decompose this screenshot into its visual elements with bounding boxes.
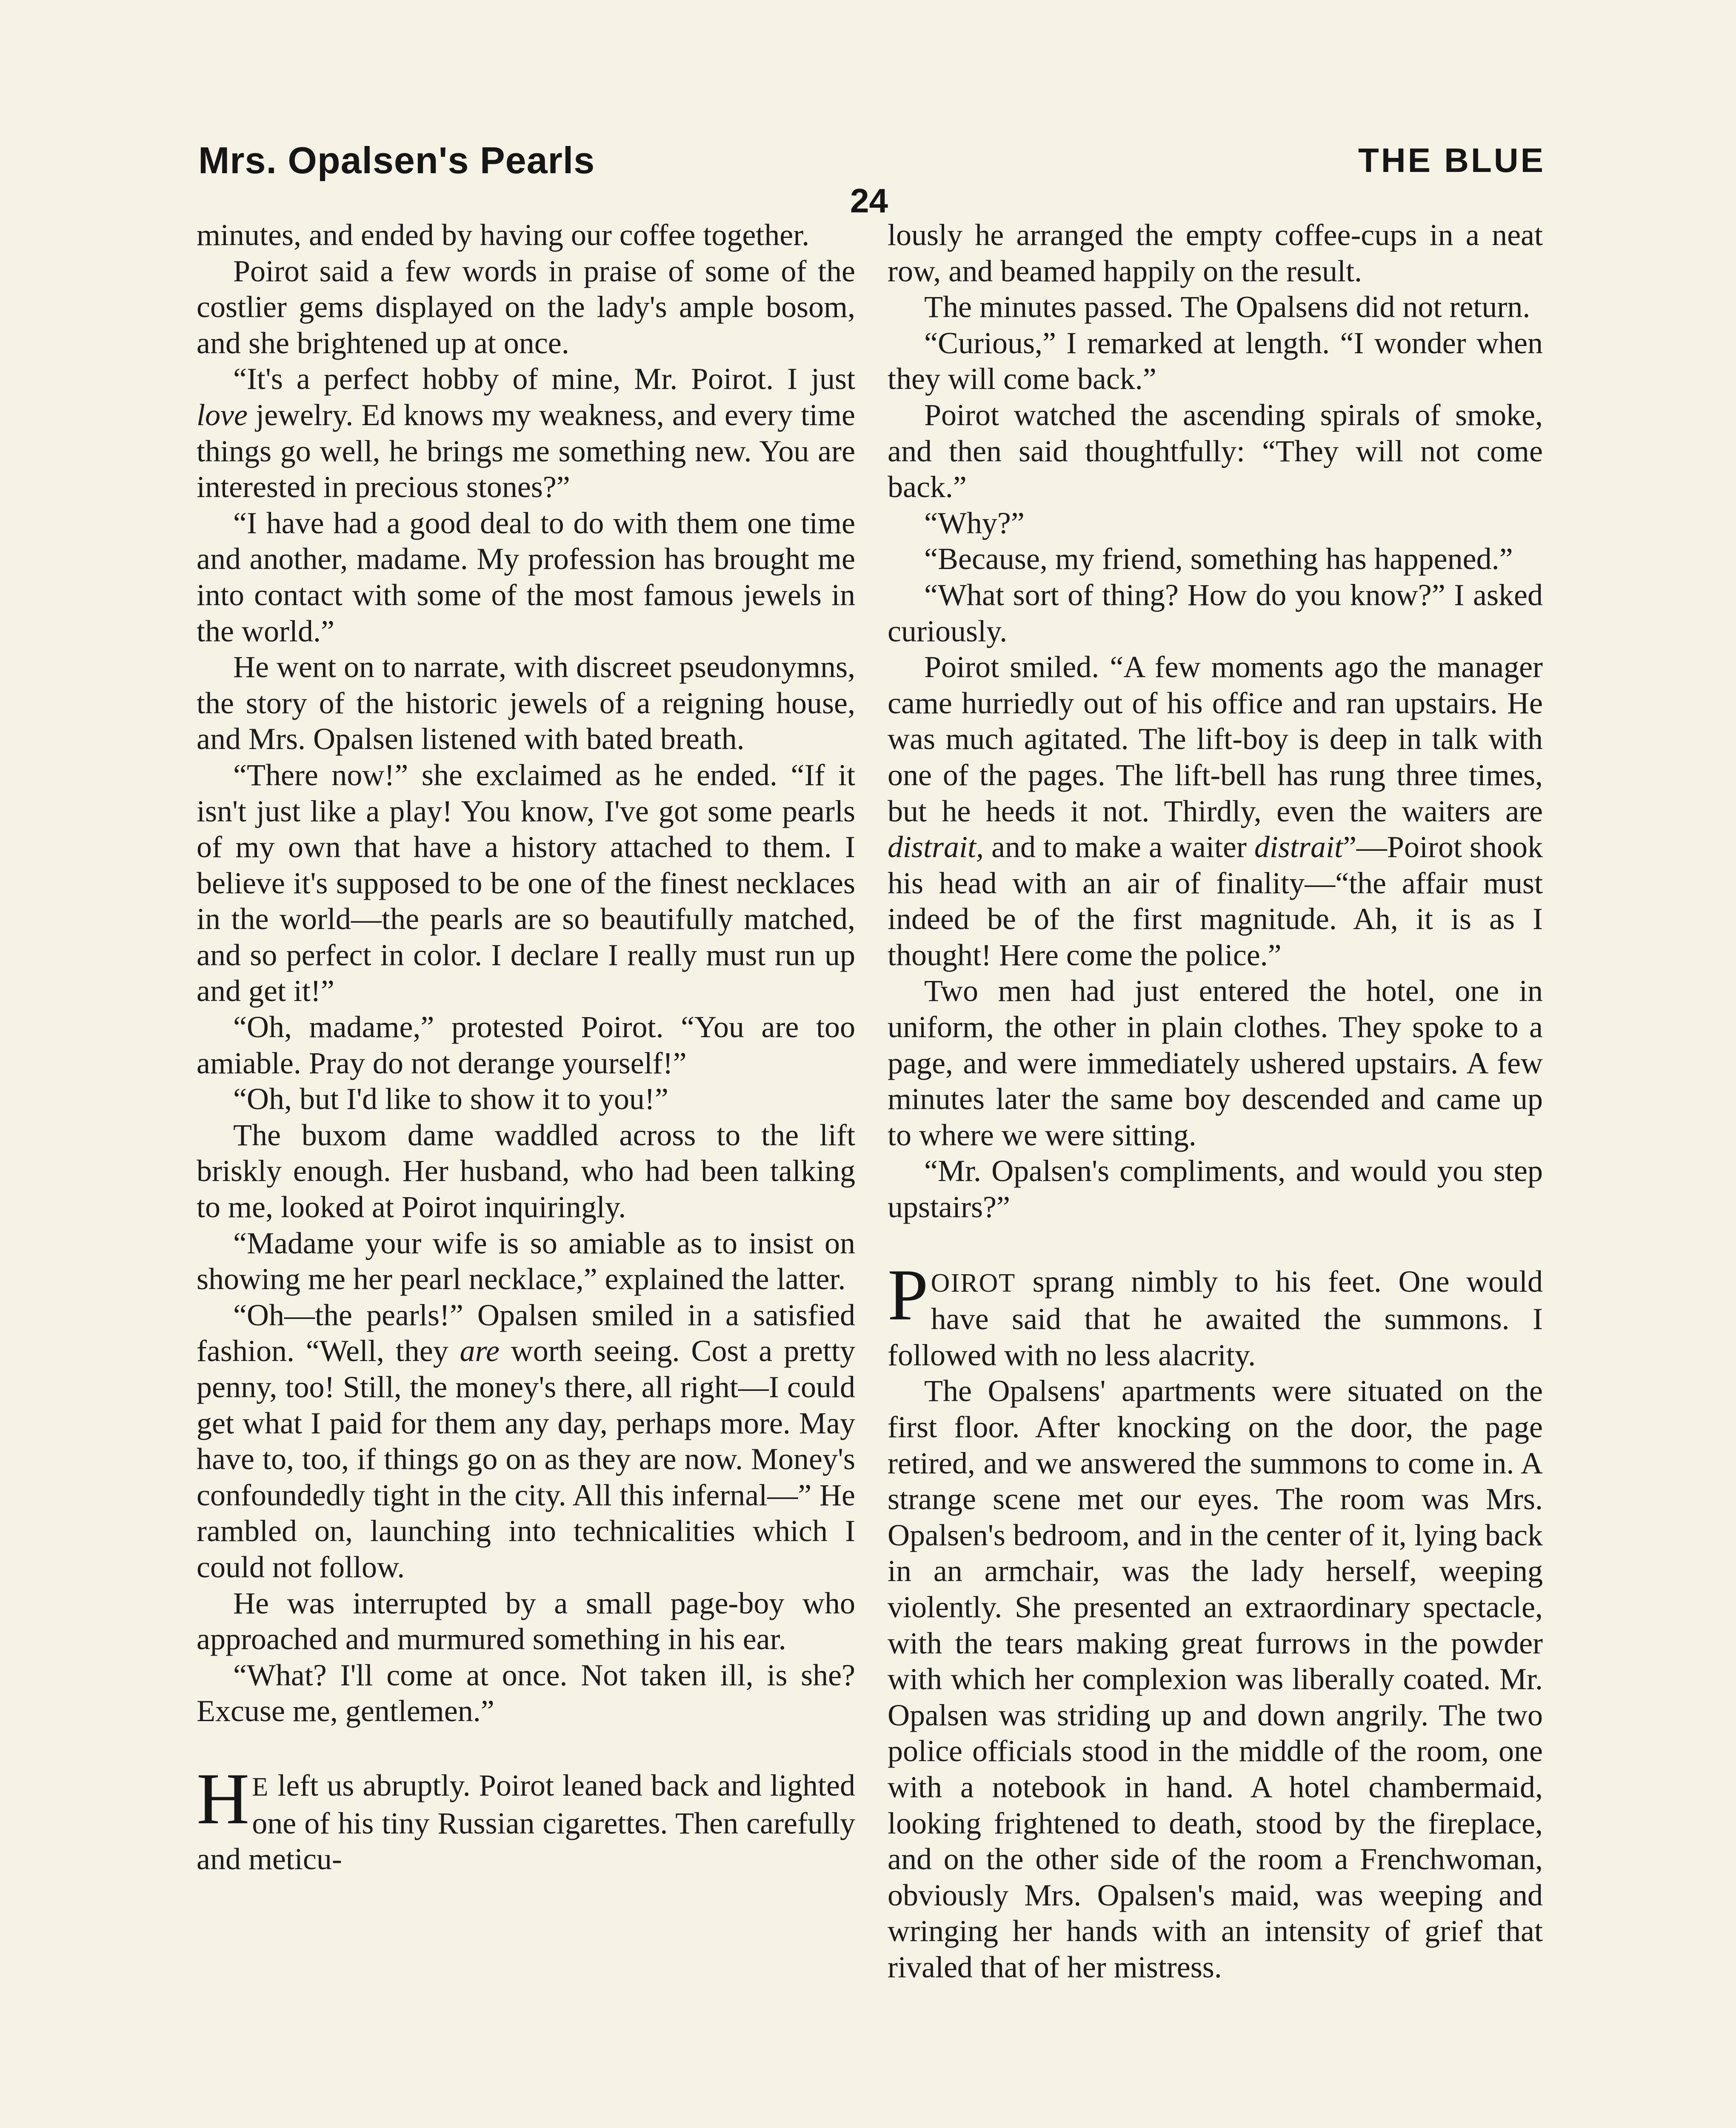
paragraph: The buxom dame waddled across to the lift briskly enough. Her husband, who had been talking to me, looked at Poirot inquiringly. [197, 1118, 855, 1224]
paragraph: Poirot watched the ascending spirals of smoke, and then said thoughtfully: “They will not come back.” [888, 398, 1543, 504]
italic-text: distrait, [888, 830, 984, 864]
text-run: left us abruptly. Poirot leaned back and lighted one of his tiny Russian cigarettes. Then carefully and meticu- [197, 1768, 855, 1876]
paragraph: “Oh, madame,” protested Poirot. “You are too amiable. Pray do not derange yourself!” [197, 1010, 855, 1080]
text-run: sprang nimbly to his feet. One would have said that he awaited the summons. I followed with no less alacrity. [888, 1264, 1543, 1372]
text-run: ”—Poirot shook his head with an air of finality—“the affair must indeed be of the first magnitude. Ah, it is as I thought! Here come the police.” [888, 830, 1543, 972]
paragraph [888, 649, 1543, 973]
paragraph: The Opalsens' apartments were situated on the first floor. After knocking on the door, the page retired, and we answered the summons to come in. A strange scene met our eyes. The room was Mrs. Opalsen's bedroom, and in the center of it, lying back in an armchair, was the lady herself, weeping violently. She presented an extraordinary spectacle, with the tears making great furrows in the powder with which her complexion was liberally coated. Mr. Opalsen was striding up and down angrily. The two police officials stood in the middle of the room, one with a notebook in hand. A hotel chambermaid, looking frightened to death, stood by the fireplace, and on the other side of the room a Frenchwoman, obviously Mrs. Opalsen's maid, was weeping and wringing her hands with an intensity of grief that rivaled that of her mistress. [888, 1374, 1543, 1984]
paragraph: He went on to narrate, with discreet pseudonymns, the story of the historic jewels of a reigning house, and Mrs. Opalsen listened with bated breath. [197, 650, 855, 756]
left-column [197, 217, 855, 1877]
paragraph: “Mr. Opalsen's compliments, and would you step upstairs?” [888, 1154, 1543, 1224]
paragraph: “Curious,” I remarked at length. “I wonder when they will come back.” [888, 326, 1543, 396]
magazine-title: THE BLUE [1358, 141, 1545, 179]
text-run: jewelry. Ed knows my weakness, and every time things go well, he brings me something new. You are interested in precious stones?” [197, 398, 855, 504]
paragraph: Two men had just entered the hotel, one in uniform, the other in plain clothes. They spoke to a page, and were immediately ushered upstairs. A few minutes later the same boy descended and came up to where we were sitting. [888, 974, 1543, 1152]
small-caps-text: OIROT [931, 1268, 1016, 1298]
italic-text: love [197, 398, 248, 432]
text-run: Poirot smiled. “A few moments ago the manager came hurriedly out of his office and ran upstairs. He was much agitated. The lift-boy is deep in talk with one of the pages. The lift-bell has rung three times, but he heeds it not. Thirdly, even the waiters are [888, 650, 1543, 828]
section-paragraph [197, 1758, 855, 1877]
paragraph: “What sort of thing? How do you know?” I asked curiously. [888, 578, 1543, 648]
paragraph [197, 361, 855, 505]
text-run: worth seeing. Cost a pretty penny, too! Still, the money's there, all right—I could get what I paid for them any day, perhaps more. May have to, too, if things go on as they are now. Money's confoundedly tight in the city. All this infernal—” He rambled on, launching into technicalities which I could not follow. [197, 1334, 856, 1584]
section-paragraph [888, 1254, 1543, 1373]
paragraph: lously he arranged the empty coffee-cups in a neat row, and beamed happily on the result. [888, 218, 1543, 288]
paragraph: “Why?” [924, 506, 1025, 540]
paragraph: The minutes passed. The Opalsens did not return. [924, 290, 1530, 324]
paragraph: “What? I'll come at once. Not taken ill, is she? Excuse me, gentlemen.” [197, 1658, 855, 1728]
drop-cap: H [197, 1758, 250, 1839]
paragraph [197, 1297, 855, 1585]
page-number: 24 [850, 182, 888, 220]
paragraph: “There now!” she exclaimed as he ended. “If it isn't just like a play! You know, I've got some pearls of my own that have a history attached to them. I believe it's supposed to be one of the finest necklaces in the world—the pearls are so beautifully matched, and so perfect in color. I declare I really must run up and get it!” [197, 758, 855, 1008]
italic-text: are [460, 1334, 500, 1368]
italic-text: distrait [1254, 830, 1343, 864]
drop-cap: P [888, 1254, 928, 1336]
small-caps-text: E [252, 1772, 269, 1802]
paragraph: “Madame your wife is so amiable as to insist on showing me her pearl necklace,” explained the latter. [197, 1226, 855, 1296]
paragraph: He was interrupted by a small page-boy who approached and murmured something in his ear. [197, 1586, 855, 1656]
paragraph: “Because, my friend, something has happened.” [924, 542, 1513, 576]
paragraph: “I have had a good deal to do with them one time and another, madame. My profession has brought me into contact with some of the most famous jewels in the world.” [197, 506, 855, 648]
paragraph: Poirot said a few words in praise of some of the costlier gems displayed on the lady's ample bosom, and she brightened up at once. [197, 254, 855, 360]
paragraph: “Oh, but I'd like to show it to you!” [233, 1082, 668, 1116]
text-run: “It's a perfect hobby of mine, Mr. Poirot. I just [233, 362, 855, 396]
text-run: and to make a waiter [984, 830, 1254, 864]
paragraph: minutes, and ended by having our coffee together. [197, 218, 810, 252]
story-title: Mrs. Opalsen's Pearls [198, 139, 595, 181]
text-run: “Oh—the pearls!” Opalsen smiled in a satisfied fashion. “Well, they [197, 1298, 855, 1368]
right-column [888, 217, 1543, 1985]
